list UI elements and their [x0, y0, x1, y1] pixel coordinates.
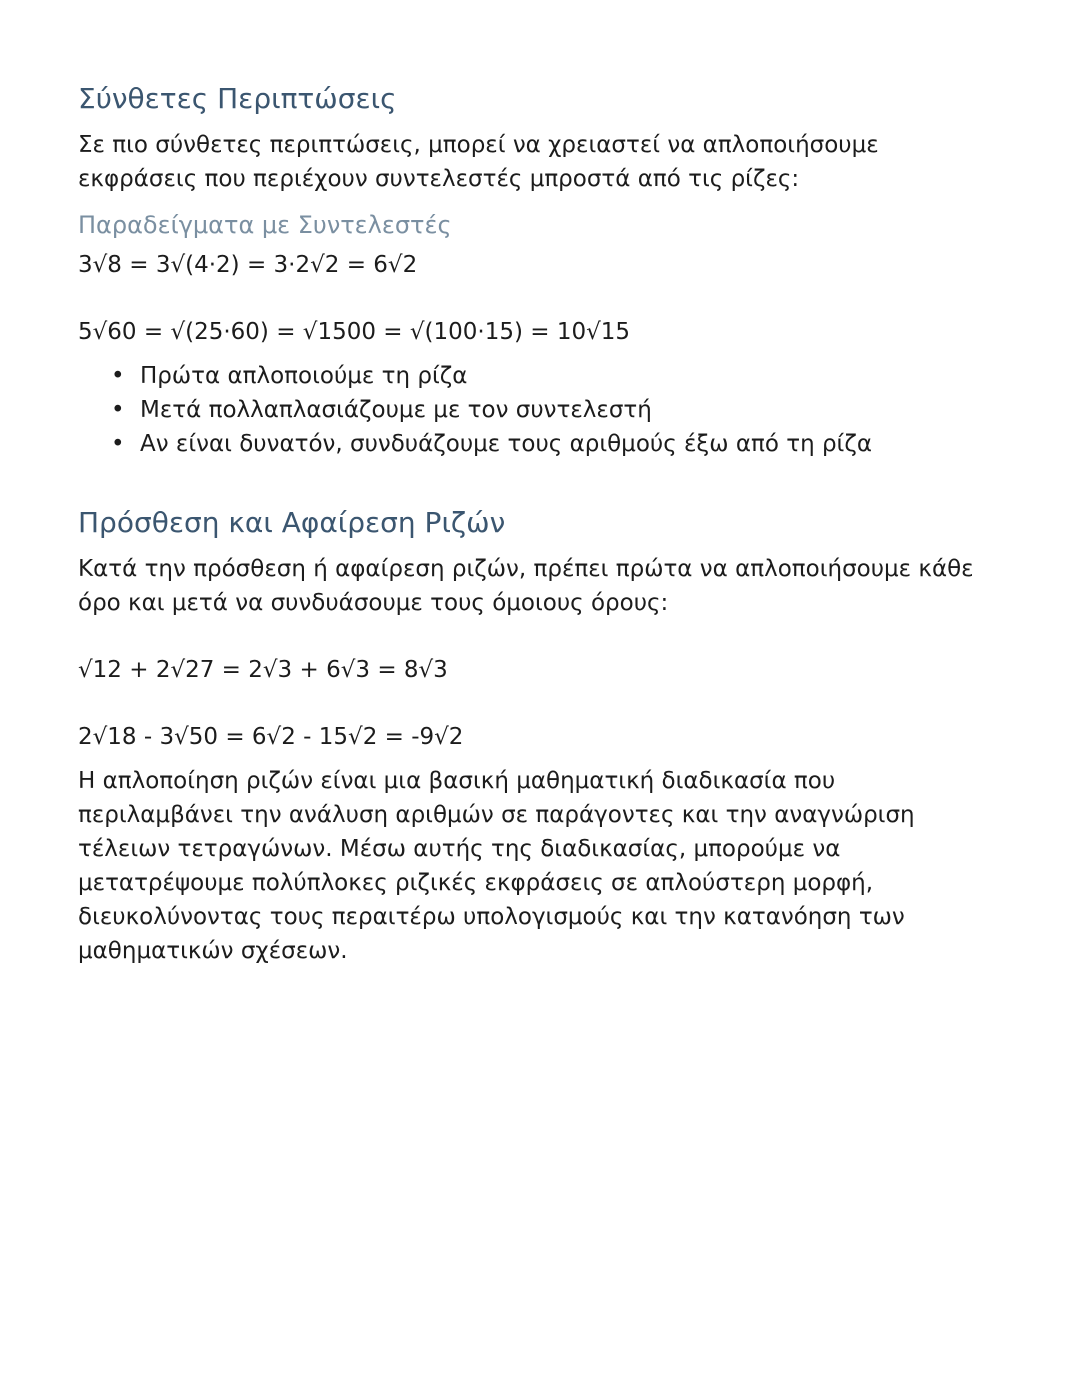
bullet-icon: •: [111, 363, 125, 389]
paragraph-line: όρο και μετά να συνδυάσουμε τους όμοιους όρους:: [78, 590, 669, 616]
paragraph-line: διευκολύνοντας τους περαιτέρω υπολογισμούς και την κατανόηση των: [78, 904, 905, 930]
paragraph-line: Σε πιο σύνθετες περιπτώσεις, μπορεί να χρειαστεί να απλοποιήσουμε: [78, 132, 879, 158]
formula-example-1: 3√8 = 3√(4·2) = 3·2√2 = 6√2: [78, 252, 418, 278]
bullet-icon: •: [111, 397, 125, 423]
section-heading-complex-cases: Σύνθετες Περιπτώσεις: [78, 82, 397, 115]
formula-addition: √12 + 2√27 = 2√3 + 6√3 = 8√3: [78, 657, 448, 683]
intro-paragraph-complex-cases: [78, 128, 1020, 196]
list-item-text: Μετά πολλαπλασιάζουμε με τον συντελεστή: [140, 397, 652, 423]
list-item: [78, 393, 1020, 427]
paragraph-line: περιλαμβάνει την ανάλυση αριθμών σε παράγοντες και την αναγνώριση: [78, 802, 915, 828]
list-item: [78, 359, 1020, 393]
paragraph-line: Κατά την πρόσθεση ή αφαίρεση ριζών, πρέπει πρώτα να απλοποιήσουμε κάθε: [78, 556, 974, 582]
paragraph-line: Η απλοποίηση ριζών είναι μια βασική μαθηματική διαδικασία που: [78, 768, 836, 794]
paragraph-line: εκφράσεις που περιέχουν συντελεστές μπροστά από τις ρίζες:: [78, 166, 800, 192]
bullet-icon: •: [111, 431, 125, 457]
intro-paragraph-addition-subtraction: [78, 552, 1020, 620]
conclusion-paragraph: [78, 764, 1020, 968]
formula-example-2: 5√60 = √(25·60) = √1500 = √(100·15) = 10√15: [78, 319, 631, 345]
list-item-text: Αν είναι δυνατόν, συνδυάζουμε τους αριθμούς έξω από τη ρίζα: [140, 431, 873, 457]
section-heading-addition-subtraction: Πρόσθεση και Αφαίρεση Ριζών: [78, 506, 506, 539]
subheading-coefficient-examples: Παραδείγματα με Συντελεστές: [78, 211, 452, 239]
formula-subtraction: 2√18 - 3√50 = 6√2 - 15√2 = -9√2: [78, 724, 464, 750]
paragraph-line: τέλειων τετραγώνων. Μέσω αυτής της διαδικασίας, μπορούμε να: [78, 836, 841, 862]
list-item: [78, 427, 1020, 461]
paragraph-line: μετατρέψουμε πολύπλοκες ριζικές εκφράσεις σε απλούστερη μορφή,: [78, 870, 874, 896]
paragraph-line: μαθηματικών σχέσεων.: [78, 938, 348, 964]
list-item-text: Πρώτα απλοποιούμε τη ρίζα: [140, 363, 468, 389]
steps-list: [78, 359, 1020, 461]
